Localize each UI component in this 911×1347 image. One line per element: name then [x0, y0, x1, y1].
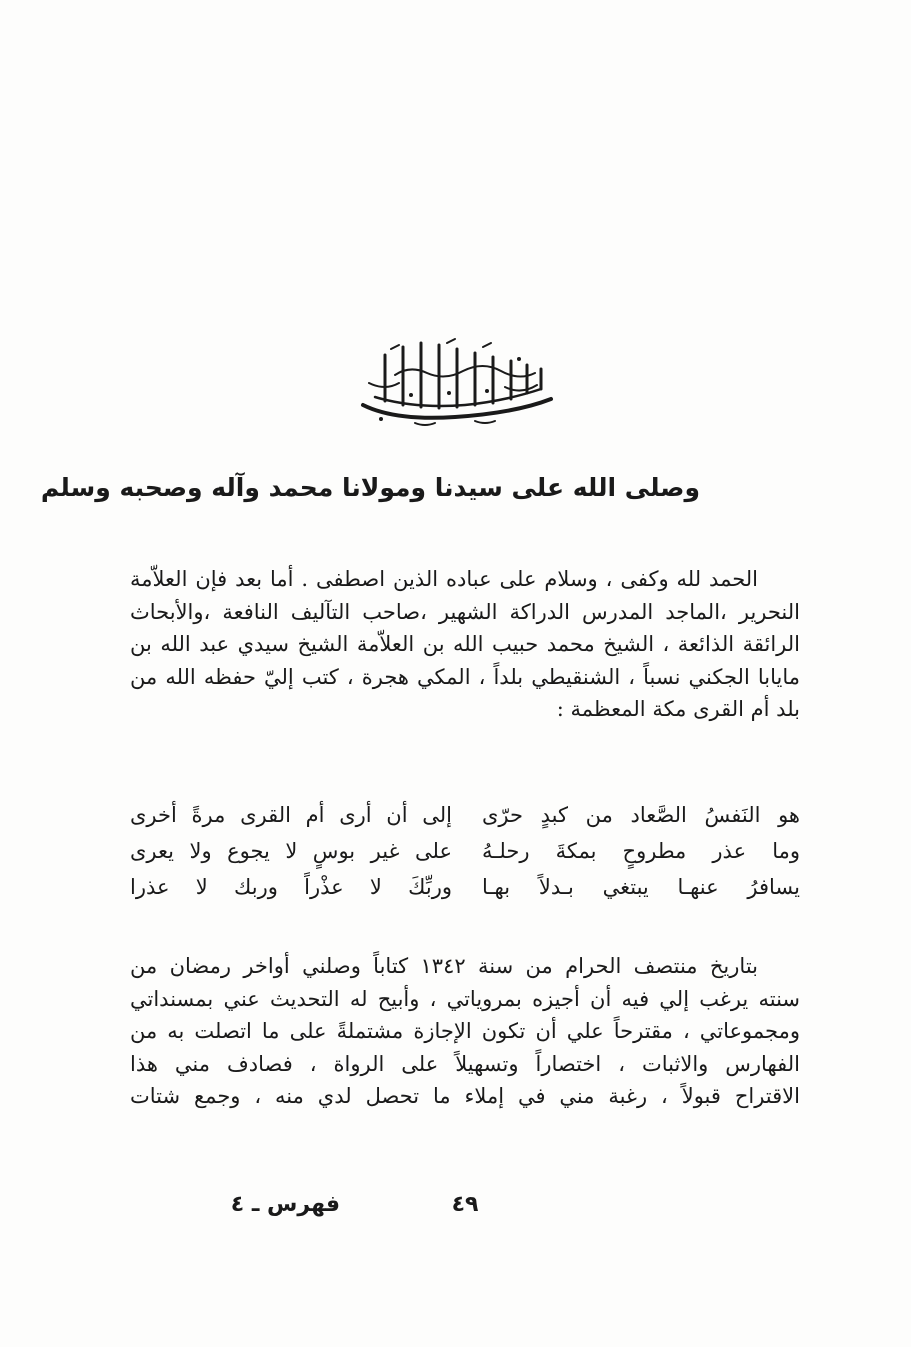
text-line: سنته يرغب إلي فيه أن أجيزه بمروياتي ، وأبيح له التحديث عني بمسنداتي	[130, 986, 800, 1011]
text-line: الحمد لله وكفى ، وسلام على عباده الذين اصطفى . أما بعد فإن العلاّمة	[130, 567, 758, 591]
poem	[130, 797, 800, 905]
basmala-calligraphy	[355, 335, 560, 430]
poem-verse	[130, 797, 800, 833]
salutation-heading: وصلى الله على سيدنا ومولانا محمد وآله وصحبه وسلم	[40, 473, 700, 502]
text-line: النحرير ،الماجد المدرس الدراكة الشهير ،صاحب التآليف النافعة ،والأبحاث	[130, 599, 800, 624]
verse-second-hemistich: على غير بوسٍ لا يجوع ولا يعرى	[130, 839, 452, 863]
text-line: بلد أم القرى مكة المعظمة :	[556, 697, 800, 721]
body-paragraph	[130, 950, 800, 1113]
text-line: الرائقة الذائعة ، الشيخ محمد حبيب الله بن العلاّمة الشيخ سيدي عبد الله بن	[130, 632, 800, 656]
text-line: الاقتراح قبولاً ، رغبة مني في إملاء ما تحصل لدي منه ، وجمع شتات	[130, 1084, 800, 1108]
intro-paragraph	[130, 563, 800, 726]
poem-verse	[130, 869, 800, 905]
poem-verse	[130, 833, 800, 869]
running-title: فهرس ـ ٤	[230, 1192, 340, 1217]
text-line: مايابا الجكني نسباً ، الشنقيطي بلداً ، المكي هجرة ، كتب إليّ حفظه الله من	[130, 664, 800, 689]
basmala-calligraphy-icon	[355, 335, 560, 430]
verse-first-hemistich: وما عذر مطروحٍ بمكةَ رحلـهُ	[482, 839, 800, 863]
verse-second-hemistich: إلى أن أرى أم القرى مرةً أخرى	[130, 803, 452, 827]
page-number: ٤٩	[451, 1192, 479, 1217]
verse-second-hemistich: وربِّكَ لا عذْراً وربك لا عذرا	[130, 875, 452, 899]
page-footer	[130, 1185, 800, 1225]
text-line: بتاريخ منتصف الحرام من سنة ١٣٤٢ كتاباً وصلني أواخر رمضان من	[130, 954, 758, 978]
verse-first-hemistich: يسافرُ عنهـا يبتغي بـدلاً بهـا	[482, 875, 800, 899]
verse-first-hemistich: هو النَفسُ الصَّعاد من كبدٍ حرّى	[482, 803, 800, 827]
text-line: ومجموعاتي ، مقترحاً علي أن تكون الإجازة مشتملةً على ما اتصلت به من	[130, 1019, 800, 1043]
text-line: الفهارس والاثبات ، اختصاراً وتسهيلاً على الرواة ، فصادف مني هذا	[130, 1051, 800, 1076]
